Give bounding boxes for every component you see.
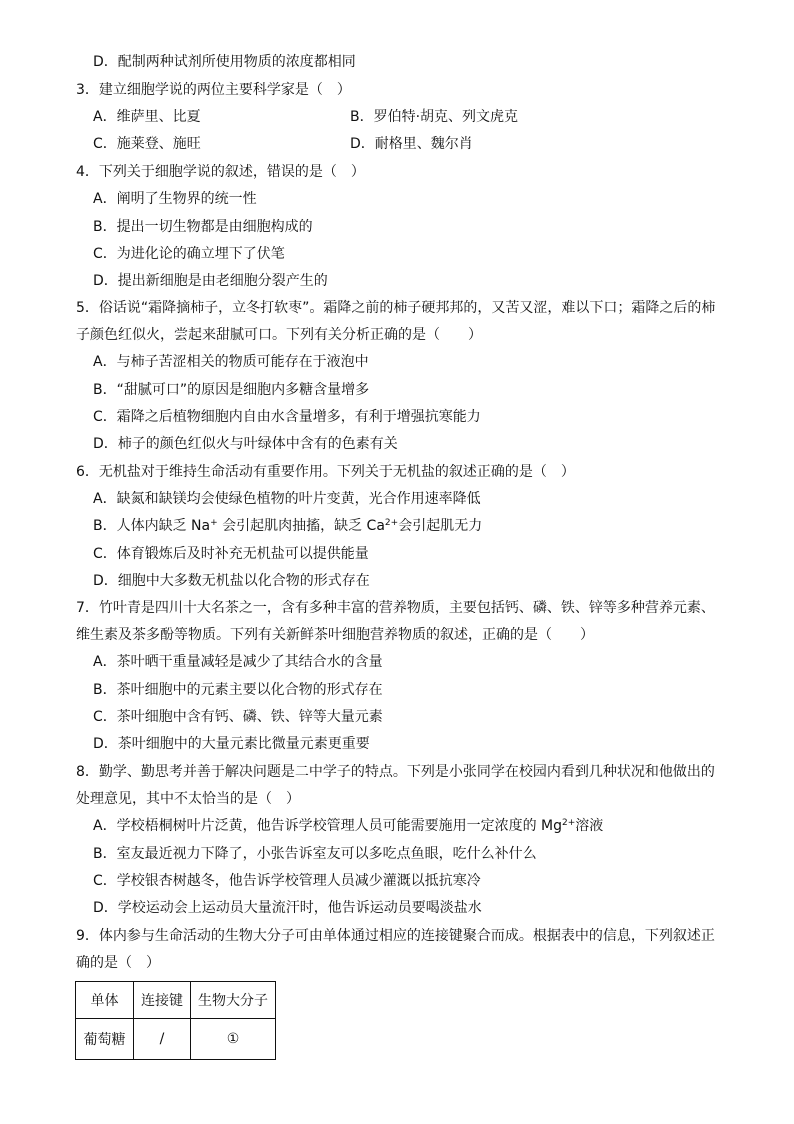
q4-option-d: D．提出新细胞是由老细胞分裂产生的 [93, 273, 328, 289]
sodium-charge: + [210, 518, 218, 528]
question-5-line-2: 子颜色红似火，尝起来甜腻可口。下列有关分析正确的是（ ） [76, 327, 482, 343]
question-3: 3．建立细胞学说的两位主要科学家是（ ） [76, 82, 351, 98]
q8a-text-2: 溶液 [575, 818, 604, 834]
table-header-row [76, 982, 276, 1019]
q8-option-a [93, 816, 603, 836]
q3-option-c: C．施莱登、施旺 [93, 136, 201, 152]
q8-option-c: C．学校银杏树越冬，他告诉学校管理人员减少灌溉以抵抗寒冷 [93, 873, 481, 889]
header-macromolecule: 生物大分子 [191, 982, 276, 1019]
q5-option-a: A．与柿子苦涩相关的物质可能存在于液泡中 [93, 354, 369, 370]
q6b-text-2: 会引起肌肉抽搐，缺乏 Ca [217, 518, 385, 534]
question-7: 7．竹叶青是四川十大名茶之一，含有多种丰富的营养物质，主要包括钙、磷、铁、锌等多种营养元素、 [76, 600, 715, 616]
q7-option-a: A．茶叶晒干重量减轻是减少了其结合水的含量 [93, 654, 383, 670]
q2-option-d: D．配制两种试剂所使用物质的浓度都相同 [93, 54, 356, 70]
q8a-text-1: A．学校梧桐树叶片泛黄，他告诉学校管理人员可能需要施用一定浓度的 Mg [93, 818, 562, 834]
question-9: 9．体内参与生命活动的生物大分子可由单体通过相应的连接键聚合而成。根据表中的信息，下列叙述正 [76, 928, 715, 944]
monomer-table [75, 981, 276, 1060]
q6-option-d: D．细胞中大多数无机盐以化合物的形式存在 [93, 573, 370, 589]
question-7-line-2: 维生素及茶多酚等物质。下列有关新鲜茶叶细胞营养物质的叙述，正确的是（ ） [76, 627, 594, 643]
q4-option-a: A．阐明了生物界的统一性 [93, 191, 257, 207]
header-monomer: 单体 [76, 982, 134, 1019]
q4-option-c: C．为进化论的确立埋下了伏笔 [93, 246, 285, 262]
q6-option-a: A．缺氮和缺镁均会使绿色植物的叶片变黄，光合作用速率降低 [93, 491, 481, 507]
question-8: 8．勤学、勤思考并善于解决问题是二中学子的特点。下列是小张同学在校园内看到几种状况和他做出的 [76, 764, 715, 780]
question-8-line-2: 处理意见，其中不太恰当的是（ ） [76, 791, 300, 807]
cell-bond: / [134, 1019, 191, 1060]
q6-option-c: C．体育锻炼后及时补充无机盐可以提供能量 [93, 546, 369, 562]
q7-option-c: C．茶叶细胞中含有钙、磷、铁、锌等大量元素 [93, 709, 383, 725]
q6b-text-1: B．人体内缺乏 Na [93, 518, 211, 534]
q3-option-b: B．罗伯特·胡克、列文虎克 [350, 109, 519, 125]
question-4: 4．下列关于细胞学说的叙述，错误的是（ ） [76, 164, 365, 180]
q7-option-d: D．茶叶细胞中的大量元素比微量元素更重要 [93, 736, 370, 752]
q5-option-b: B．“甜腻可口”的原因是细胞内多糖含量增多 [93, 382, 370, 398]
q3-option-a: A．维萨里、比夏 [93, 109, 201, 125]
q8-option-d: D．学校运动会上运动员大量流汗时，他告诉运动员要喝淡盐水 [93, 900, 482, 916]
question-6: 6．无机盐对于维持生命活动有重要作用。下列关于无机盐的叙述正确的是（ ） [76, 464, 575, 480]
q3-option-d: D．耐格里、魏尔肖 [350, 136, 473, 152]
q7-option-b: B．茶叶细胞中的元素主要以化合物的形式存在 [93, 682, 383, 698]
q8-option-b: B．室友最近视力下降了，小张告诉室友可以多吃点鱼眼，吃什么补什么 [93, 846, 537, 862]
q4-option-b: B．提出一切生物都是由细胞构成的 [93, 219, 313, 235]
table-row [76, 1019, 276, 1060]
question-5: 5．俗话说“霜降摘柿子，立冬打软枣”。霜降之前的柿子硬邦邦的，又苦又涩，难以下口；霜降之后的柿 [76, 300, 716, 316]
question-9-line-2: 确的是（ ） [76, 955, 160, 971]
q6b-text-3: 会引起肌无力 [398, 518, 483, 534]
q5-option-d: D．柿子的颜色红似火与叶绿体中含有的色素有关 [93, 436, 398, 452]
q5-option-c: C．霜降之后植物细胞内自由水含量增多，有利于增强抗寒能力 [93, 409, 481, 425]
header-bond: 连接键 [134, 982, 191, 1019]
q6-option-b [93, 516, 482, 536]
cell-monomer: 葡萄糖 [76, 1019, 134, 1060]
calcium-charge: 2+ [384, 518, 399, 528]
cell-macromolecule: ① [191, 1019, 276, 1060]
magnesium-charge: 2+ [562, 818, 576, 828]
